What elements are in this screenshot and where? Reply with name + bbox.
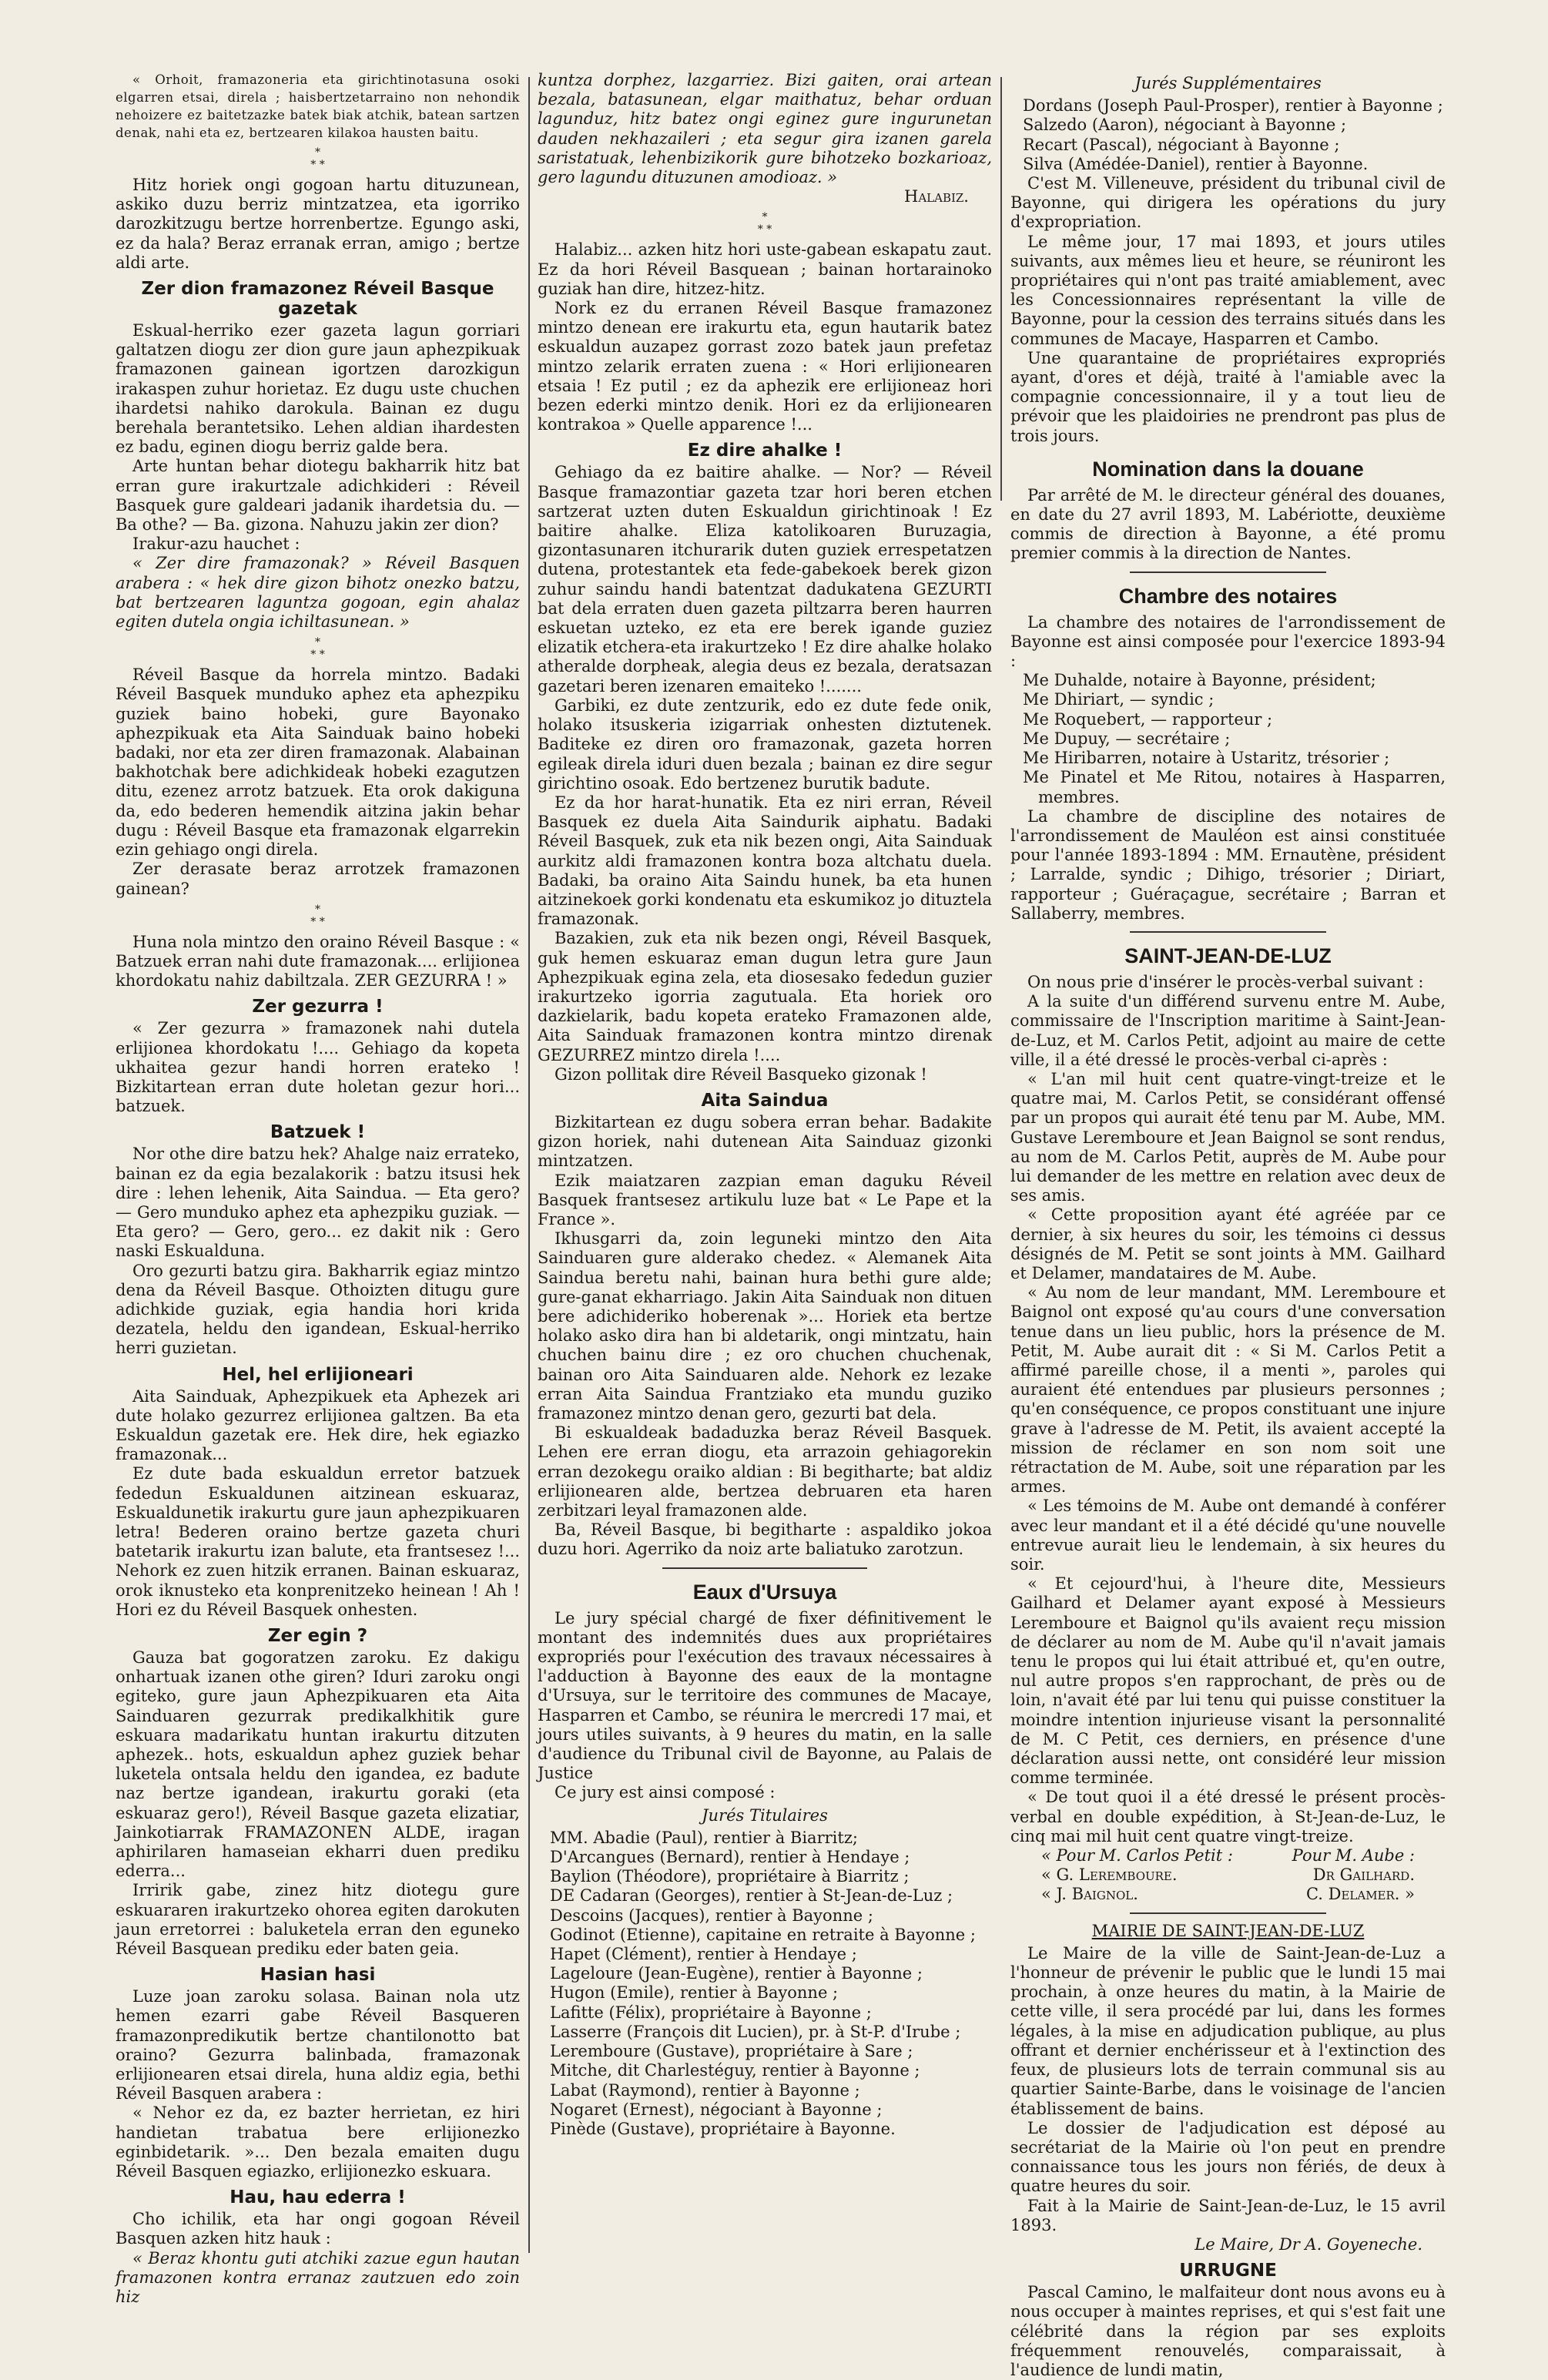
list-item: Lasserre (François dit Lucien), pr. à St-P. d'Irube ; <box>550 2022 961 2041</box>
list-item: Me Dhiriart, — syndic ; <box>1023 690 1215 709</box>
list-item: Lafitte (Félix), propriétaire à Bayonne ; <box>550 2003 872 2022</box>
paragraph: Ce jury est ainsi composé : <box>555 1783 776 1802</box>
list-item: Hugon (Emile), rentier à Bayonne ; <box>550 1983 839 2003</box>
paragraph: Bazakien, zuk eta nik bezen ongi, Réveil Basquek, guk hemen eskuaraz eman dugun letra gure Jaun Aphezpikuak egina zela, eta diosesako fededun guzier irakurtzeko igorria zagutuala. Eta horiek oro dazkielarik, badu kopeta erateko Framazonen alde, Aita Sainduak framazonen kontra mintzo direnak GEZURREZ mintzo direla !.... <box>538 929 992 1064</box>
paragraph: Ezik maiatzaren zazpian eman daguku Réveil Basquek frantsesez artikulu luze bat « Le Pape et la France ». <box>538 1171 992 1229</box>
paragraph: « Beraz khontu guti atchiki zazue egun hautan framazonen kontra erranaz zautzuen edo zoin hiz <box>116 2248 520 2307</box>
paragraph: Une quarantaine de propriétaires expropriés ayant, d'ores et déjà, traité à l'amiable avec la compagnie concessionnaire, il y a tout lieu de prévoir que les plaidoiries ne prendront pas plus de trois jours. <box>1010 348 1446 445</box>
signatures-row <box>1010 1865 1446 1885</box>
paragraph: Aita Sainduak, Aphezpikuek eta Aphezek ari dute holako gezurrez erlijionea galtzen. Ba eta Eskualdun gazetak ere. Hek dire, hek egiazko framazonak... <box>116 1386 520 1464</box>
list-item: Me Hiribarren, notaire à Ustaritz, trésorier ; <box>1023 749 1390 768</box>
paragraph: Bi eskualdeak badaduzka beraz Réveil Basquek. Lehen ere erran diogu, eta arrazoin gehiagorekin erran dezokegu oraiko aldian : Bi begitharte; bat aldiz erlijionearen alde, bertzea debruaren eta haren zerbitzari leyal framazonen alde. <box>538 1423 992 1520</box>
section-heading: URRUGNE <box>1179 2261 1277 2281</box>
signatures-row <box>1010 1885 1446 1904</box>
section-heading: Chambre des notaires <box>1118 584 1338 608</box>
paragraph: Halabiz... azken hitz hori uste-gabean eskapatu zaut. Ez da hori Réveil Basquean ; bainan hortarainoko guziak han dire, hitzez-hitz. <box>538 240 992 298</box>
list-item: Leremboure (Gustave), propriétaire à Sare ; <box>550 2042 913 2061</box>
paragraph: Nork ez du erranen Réveil Basque framazonez mintzo denean ere irakurtu eta, egun hautarik batez eskualdun auzapez gorrast zozo batek jaun prefetaz mintzo zelarik erraten zuena : « Hori erlijionearen etsaia ! Ez putil ; ez da aphezik ere erlijioneaz hori bezen ederki mintzo denik. Hori ez da erlijionearen kontrakoa » Quelle apparence !... <box>538 299 992 434</box>
list-item: Me Pinatel et Me Ritou, notaires à Hasparren, membres. <box>1023 768 1446 806</box>
list-item: Silva (Amédée-Daniel), rentier à Bayonne. <box>1023 154 1369 173</box>
list-item: Descoins (Jacques), rentier à Bayonne ; <box>550 1906 873 1925</box>
paragraph: Pascal Camino, le malfaiteur dont nous avons eu à nous occuper à maintes reprises, et qui s'est fait une célébrité dans la région par ses exploits fréquemment renouvelés, comparaissait, à l'audience de lundi matin, <box>1010 2283 1446 2379</box>
list-item: Labat (Raymond), rentier à Bayonne ; <box>550 2080 860 2100</box>
paragraph: Nor othe dire batzu hek? Ahalge naiz errateko, bainan ez da egia bezalakorik : batzu itsusi hek dire : lehen lehenik, Aita Saindua. — Eta gero? — Gero munduko aphez eta aphezpiku guziak. — Eta gero? — Gero, gero... ez dakit nik : Gero naski Eskualduna. <box>116 1145 520 1261</box>
list-item: Salzedo (Aaron), négociant à Bayonne ; <box>1023 116 1347 135</box>
column-3 <box>1010 71 1446 2379</box>
paragraph: Le jury spécial chargé de fixer définitivement le montant des indemnités dues aux propriétaires expropriés pour l'exécution des travaux nécessaires à l'adduction à Bayonne des eaux de la montagne d'Ursuya, sur le territoire des communes de Macaye, Hasparren et Cambo, se réunira le mercredi 17 mai, et jours utiles suivants, à 9 heures du matin, en la salle d'audience du Tribunal civil de Bayonne, au Palais de Justice <box>538 1608 992 1783</box>
paragraph: Fait à la Mairie de Saint-Jean-de-Luz, le 15 avril 1893. <box>1010 2196 1446 2234</box>
subheading: Jurés Titulaires <box>702 1805 828 1825</box>
section-heading: Hel, hel erlijioneari <box>222 1364 414 1385</box>
paragraph: La chambre des notaires de l'arrondissement de Bayonne est ainsi composée pour l'exercice 1893-94 : <box>1010 612 1446 671</box>
section-heading: Batzuek ! <box>270 1122 366 1143</box>
list-item: D'Arcangues (Bernard), rentier à Hendaye ; <box>550 1848 910 1867</box>
signature: Le Maire, Dr A. Goyeneche. <box>1195 2234 1422 2254</box>
section-heading: SAINT-JEAN-DE-LUZ <box>1124 944 1332 967</box>
list-item: Mitche, dit Charlestéguy, rentier à Bayonne ; <box>550 2061 920 2080</box>
signature: Dr Gailhard. <box>1312 1865 1415 1885</box>
list-item: Pinède (Gustave), propriétaire à Bayonne. <box>550 2119 896 2138</box>
paragraph: kuntza dorphez, lazgarriez. Bizi gaiten, orai artean bezala, batasunean, elgar maithatuz, behar orduan lagunduz, hitz batez ongi eginez gure ingurunetan dauden nekhazaileri ; eta segur gira izanen garela saristatuak, lehenbizikorik gure bihotzeko bozkarioaz, gero lagundu dituzunen amodioaz. » <box>538 71 992 187</box>
paragraph: Ikhusgarri da, zoin leguneki mintzo den Aita Sainduaren gure alderako chedez. « Alemanek Aita Saindua beretu nahi, bainan hura bethi gure alde; gure-ganat ekharriago. Jakin Aita Sainduak non dituen bere adichideriko hoberenak »... Horiek eta bertze holako asko dira han bi aldetarik, ongi mintzatu, hain chuchen bainu dire ; ez oro chuchen chuchenak, bainan oro Aita Sainduaren alde. Nehork ez lezake erran Aita Saindua Frantziako eta mundu guziko framazonez mintzo denan gero, gezurti bat dela. <box>538 1229 992 1423</box>
signature: « G. Leremboure. <box>1041 1865 1178 1885</box>
divider <box>1130 1912 1325 1914</box>
paragraph: Le Maire de la ville de Saint-Jean-de-Luz a l'honneur de prévenir le public que le lundi 15 mai prochain, à onze heures du matin, à la Mairie de cette ville, il sera procédé par lui, dans les formes légales, à la mise en adjudication publique, au plus offrant et dernier enchérisseur et à l'extinction des feux, de plusieurs lots de terrain communal sis au quartier Sainte-Barbe, dans le voisinage de l'ancien établissement de bains. <box>1010 1943 1446 2118</box>
section-heading: Hau, hau ederra ! <box>230 2187 406 2208</box>
signature: Pour M. Aube : <box>1292 1846 1415 1865</box>
paragraph: A la suite d'un différend survenu entre M. Aube, commissaire de l'Inscription maritime à Saint-Jean-de-Luz, et M. Carlos Petit, adjoint au maire de cette ville, il a été dressé le procès-verbal ci-après : <box>1010 992 1446 1069</box>
paragraph: « Nehor ez da, ez bazter herrietan, ez hiri handietan trabatua bere erlijionezko eginbidetarik. »... Den bezala emaiten dugu Réveil Basquen egiazko, erlijionezko eskuara. <box>116 2103 520 2181</box>
paragraph: Ez dute bada eskualdun erretor batzuek fededun Eskualdunen aitzinean eskuaraz, Eskualdunetik irakurtu gure jaun aphezpikuaren letra! Bederen oraino bertze gazeta churi batetarik irakurtu izan balute, eta frantsesez !... Nehork ez zuen hitzik erranen. Bainan eskuaraz, orok iknusteko eta konprenitzeko heinean ! Ah ! Hori ez du Réveil Basquek onhesten. <box>116 1464 520 1619</box>
paragraph: Luze joan zaroku solasa. Bainan nola utz hemen ezarri gabe Réveil Basqueren framazonpredikutik bertze chantilonotto bat oraino? Gezurra balinbada, framazonak erlijionearen etsai direla, huna aldiz egia, bethi Réveil Basquen arabera : <box>116 1987 520 2103</box>
paragraph: Le dossier de l'adjudication est déposé au secrétariat de la Mairie où l'on peut en prendre connaissance tous les jours non fériés, de deux à quatre heures du soir. <box>1010 2118 1446 2196</box>
subheading: Jurés Supplémentaires <box>1134 74 1322 92</box>
signatures-row <box>1010 1846 1446 1865</box>
paragraph: Oro gezurti batzu gira. Bakharrik egiaz mintzo dena da Réveil Basque. Othoizten ditugu gure adichkide guziak, egia handia hori krida dezatela, heldu den igandean, Eskual-herriko herri guzietan. <box>116 1261 520 1358</box>
paragraph: Zer derasate beraz arrotzek framazonen gainean? <box>116 860 520 898</box>
divider <box>1130 572 1325 573</box>
paragraph: Ez da hor harat-hunatik. Eta ez niri erran, Réveil Basquek ez duela Aita Saindurik aiphatu. Badaki Réveil Basquek, zuk eta nik bezen ongi, Aita Sainduak aurkitz aldi framazonen kontra boza altchatu duela. Badaki, ba oraino Aita Saindu hunek, ba eta hunen aitzinekoek gorki kondenatu eta eskumikoz jo dituztela framazonak. <box>538 793 992 929</box>
paragraph: On nous prie d'insérer le procès-verbal suivant : <box>1027 972 1424 991</box>
paragraph: « Et cejourd'hui, à l'heure dite, Messieurs Gailhard et Delamer ayant exposé à Messieurs Leremboure et Baignol qu'ils avaient reçu mission de déclarer au nom de M. Aube qu'il n'avait jamais tenu le propos qui lui était attribué et, qu'en outre, nul autre propos s'en rapprochant, de près ou de loin, n'avait été par lui tenu qui puisse constituer la moindre intention injurieuse visant la personnalité de M. C Petit, ces derniers, en présence d'une déclaration aussi nette, ont considéré leur mission comme terminée. <box>1010 1574 1446 1788</box>
notaires-list <box>1010 671 1446 806</box>
paragraph: « Zer gezurra » framazonek nahi dutela erlijionea khordokatu !.... Gehiago da kopeta ukhaitea gezur handi horren erateko ! Bizkitartean erran dute holetan gezur hori... batzuek. <box>116 1019 520 1116</box>
asterism: * * * <box>310 903 325 928</box>
paragraph: Irririk gabe, zinez hitz diotegu gure eskuararen irakurtzeko ohorea egiten darokuten jaun erretorrei : baluketela erran den eguneko Réveil Basquean prediku eder baten geia. <box>116 1881 520 1959</box>
list-item: Baylion (Théodore), propriétaire à Biarritz ; <box>550 1867 910 1886</box>
paragraph: « Au nom de leur mandant, MM. Leremboure et Baignol ont exposé qu'au cours d'une conversation tenue dans un lieu public, hors la présence de M. Petit, M. Aube aurait dit : « Si M. Carlos Petit a affirmé pareille chose, il a menti », paroles qui auraient été entendues par plusieurs personnes ; qu'en conséquence, ce propos constituant une injure grave à l'adresse de M. Petit, ils avaient accepté la mission de réclamer en son nom soit une rétractation de M. Aube, soit une réparation par les armes. <box>1010 1283 1446 1497</box>
paragraph: « L'an mil huit cent quatre-vingt-treize et le quatre mai, M. Carlos Petit, se considérant offensé par un propos qui aurait été tenu par M. Aube, MM. Gustave Leremboure et Jean Baignol se sont rendus, au nom de M. Carlos Petit, auprès de M. Aube pour lui demander de les mettre en relation avec deux de ses amis. <box>1010 1069 1446 1205</box>
asterism: * * * <box>757 211 772 236</box>
paragraph: Hitz horiek ongi gogoan hartu dituzunean, askiko duzu berriz mintzatzea, eta igorriko darozkitzugu bertze horrenbertze. Egungo aski, ez da hala? Beraz erranak erran, amigo ; bertze aldi arte. <box>116 176 520 272</box>
jury-list <box>538 1829 992 2139</box>
column-2 <box>538 71 992 2245</box>
paragraph: « Zer dire framazonak? » Réveil Basquen arabera : « hek dire gizon bihotz onezko batzu, bat bertzearen laguntza gogoan, egin ahalaz egiten dutela ongia ichiltasunean. » <box>116 554 520 632</box>
signature: « J. Baignol. <box>1041 1885 1138 1904</box>
paragraph: Gauza bat gogoratzen zaroku. Ez dakigu onhartuak izanen othe giren? Iduri zaroku ongi egiteko, gure jaun Aphezpikuaren eta Aita Sainduaren gezurrak predikalkhitik gure eskuara madarikatu huntan irakurtu ditzuten aphezek.. hots, eskualdun aphez guziek behar luketela ontsala heldu den igandea, ez badute naz bertze igandean, irakurtu goraki (eta eskuaraz gero!), Réveil Basque gazeta elizatiar, Jainkotiarrak FRAMAZONEN ALDE, iragan aphirilaren hamaseian ekharri duen prediku ederra... <box>116 1648 520 1881</box>
paragraph: « Les témoins de M. Aube ont demandé à conférer avec leur mandant et il a été décidé qu'une nouvelle entrevue aurait lieu le lendemain, à six heures du soir. <box>1010 1497 1446 1574</box>
section-heading: Nomination dans la douane <box>1092 457 1364 481</box>
paragraph: Bizkitartean ez dugu sobera erran behar. Badakite gizon horiek, nahi dutenean Aita Sainduaz gizonki mintzatzen. <box>538 1112 992 1171</box>
paragraph: « Cette proposition ayant été agréée par ce dernier, à six heures du soir, les témoins ci dessus désignés de M. Petit se sont joints à MM. Gailhard et Delamer, mandataires de M. Aube. <box>1010 1205 1446 1282</box>
list-item: Me Dupuy, — secrétaire ; <box>1023 729 1231 748</box>
paragraph: Arte huntan behar diotegu bakharrik hitz bat erran gure irakurtzale adichkideri : Réveil Basquek gure galdeari jadanik ihardetsia du. — Ba othe? — Ba. gizona. Nahuzu jakin zer dion? <box>116 457 520 535</box>
paragraph: Réveil Basque da horrela mintzo. Badaki Réveil Basquek munduko aphez eta aphezpiku guziek baino hobeki, gure Bayonako aphezpikuak eta Aita Sainduak baino hobeki badaki, nor eta zer diren framazonak. Alabainan bakhotchak bere adichkideak hobeki ezagutzen ditu, ezenez arrotz batzuek. Eta orok dakiguna da, edo bederen hemendik aitzina jakin behar dugu : Réveil Basque eta framazonak elgarrekin ezin gehiago ongi direla. <box>116 665 520 860</box>
paragraph: Huna nola mintzo den oraino Réveil Basque : « Batzuek erran nahi dute framazonak.... erlijionea khordokatu nahiz dabiltzala. ZER GEZURRA ! » <box>116 932 520 991</box>
list-item: Recart (Pascal), négociant à Bayonne ; <box>1023 135 1340 154</box>
signature: C. Delamer. » <box>1305 1885 1415 1904</box>
paragraph: « De tout quoi il a été dressé le présent procès-verbal en double expédition, à St-Jean-de-Luz, le cinq mai mil huit cent quatre vingt-treize. <box>1010 1788 1446 1845</box>
list-item: MM. Abadie (Paul), rentier à Biarritz; <box>550 1828 858 1847</box>
section-heading: Zer gezurra ! <box>252 997 384 1017</box>
intro-quote: « Orhoit, framazoneria eta girichtinotasuna osoki elgarren etsai, direla ; haisbertzetarraino non nehondik nehoizere ez baitetzazke batek biak atchik, batean sartzen denak, nahi eta ez, bertzearen kilakoa hausten baitu. <box>116 72 520 140</box>
paragraph: Irakur-azu hauchet : <box>132 535 300 554</box>
paragraph: Garbiki, ez dute zentzurik, edo ez dute fede onik, holako itsuskeria izigarriak onhesten diztutenek. Baditeke ez diren oro framazonak, gazeta horren egileak direla iduri duen bezala ; bainan ez dire segur girichtino osoak. Edo bertzenez burutik badute. <box>538 696 992 793</box>
section-heading: Hasian hasi <box>260 1965 376 1986</box>
column-1 <box>116 71 520 2307</box>
section-heading: Eaux d'Ursuya <box>692 1580 837 1604</box>
list-item: Dordans (Joseph Paul-Prosper), rentier à Bayonne ; <box>1023 96 1443 116</box>
divider <box>662 1567 867 1569</box>
jury-supplement-list <box>1010 96 1446 174</box>
section-heading: Zer egin ? <box>267 1626 368 1646</box>
list-item: Me Roquebert, — rapporteur ; <box>1023 709 1273 729</box>
paragraph: Ba, Réveil Basque, bi begitharte : aspaldiko jokoa duzu hori. Agerriko da noiz arte baliatuko zarotzun. <box>538 1520 992 1559</box>
asterism: * * * <box>310 146 325 171</box>
list-item: Godinot (Etienne), capitaine en retraite à Bayonne ; <box>550 1925 976 1944</box>
paragraph: Cho ichilik, eta har ongi gogoan Réveil Basquen azken hitz hauk : <box>116 2210 520 2248</box>
column-rule <box>1000 77 1002 501</box>
signature: « Pour M. Carlos Petit : <box>1041 1846 1233 1865</box>
asterism: * * * <box>310 636 325 662</box>
list-item: Lageloure (Jean-Eugène), rentier à Bayonne ; <box>550 1964 923 1983</box>
section-heading: Zer dion framazonez Réveil Basque gazetak <box>141 279 494 320</box>
paragraph: C'est M. Villeneuve, président du tribunal civil de Bayonne, qui dirigera les opérations du jury d'expropriation. <box>1010 174 1446 232</box>
list-item: DE Cadaran (Georges), rentier à St-Jean-de-Luz ; <box>550 1886 953 1906</box>
paragraph: La chambre de discipline des notaires de l'arrondissement de Mauléon est ainsi constituée pour l'année 1893-1894 : MM. Ernautène, président ; Larralde, syndic ; Dihigo, trésorier ; Diriart, rapporteur ; Guéraçague, secrétaire ; Barran et Sallaberry, membres. <box>1010 806 1446 923</box>
paragraph: Le même jour, 17 mai 1893, et jours utiles suivants, aux mêmes lieu et heure, se réuniront les propriétaires qui n'ont pas traité amiablement, avec les Concessionnaires représentant la ville de Bayonne, pour la cession des terrains situés dans les communes de Macaye, Hasparren et Cambo. <box>1010 232 1446 348</box>
section-heading: MAIRIE DE SAINT-JEAN-DE-LUZ <box>1091 1921 1365 1940</box>
list-item: Hapet (Clément), rentier à Hendaye ; <box>550 1945 857 1964</box>
list-item: Nogaret (Ernest), négociant à Bayonne ; <box>550 2100 883 2119</box>
section-heading: Ez dire ahalke ! <box>687 441 843 461</box>
paragraph: Gizon pollitak dire Réveil Basqueko gizonak ! <box>555 1064 927 1084</box>
paragraph: Gehiago da ez baitire ahalke. — Nor? — Réveil Basque framazontiar gazeta tzar hori beren etchen sartzerat uzten duten Eskualdun girichtinoak ! Ez baitire ahalke. Eliza katolikoaren Buruzagia, gizontasunaren itchurarik duten guziek errespetatzen dutena, protestantek eta fede-gabekoek berek gizon zuhur saindu handi batentzat dadukatena GEZURTI bat dela erraten duen gazeta piltzarra beren haurren eskuetan uzteko, ez eta ere berek igande guziez elizatik etchera-eta irakurtzeko ! Ez dire ahalke holako atheralde dorpheak, alegia deus ez bezala, deratsazan gazetari beren izenaren emaiteko !....... <box>538 463 992 696</box>
column-rule <box>528 77 530 2253</box>
paragraph: Par arrêté de M. le directeur général des douanes, en date du 27 avril 1893, M. Labériotte, deuxième commis de direction à Bayonne, a été promu premier commis à la direction de Nantes. <box>1010 485 1446 563</box>
list-item: Me Duhalde, notaire à Bayonne, président; <box>1023 671 1376 690</box>
section-heading: Aita Saindua <box>701 1090 829 1111</box>
divider <box>1130 931 1325 933</box>
signature: Halabiz. <box>904 187 969 206</box>
paragraph: Eskual-herriko ezer gazeta lagun gorriari galtatzen diogu zer dion gure jaun aphezpikuak framazonen gainean igortzen darozkigun irakaspen zuhur horietaz. Ez dugu uste chuchen ihardetsi nahiko darokula. Bainan ez dugu berehala berantetsiko. Lehen aldian ihardesten ez badu, eginen diogu berriz galde bera. <box>116 321 520 457</box>
